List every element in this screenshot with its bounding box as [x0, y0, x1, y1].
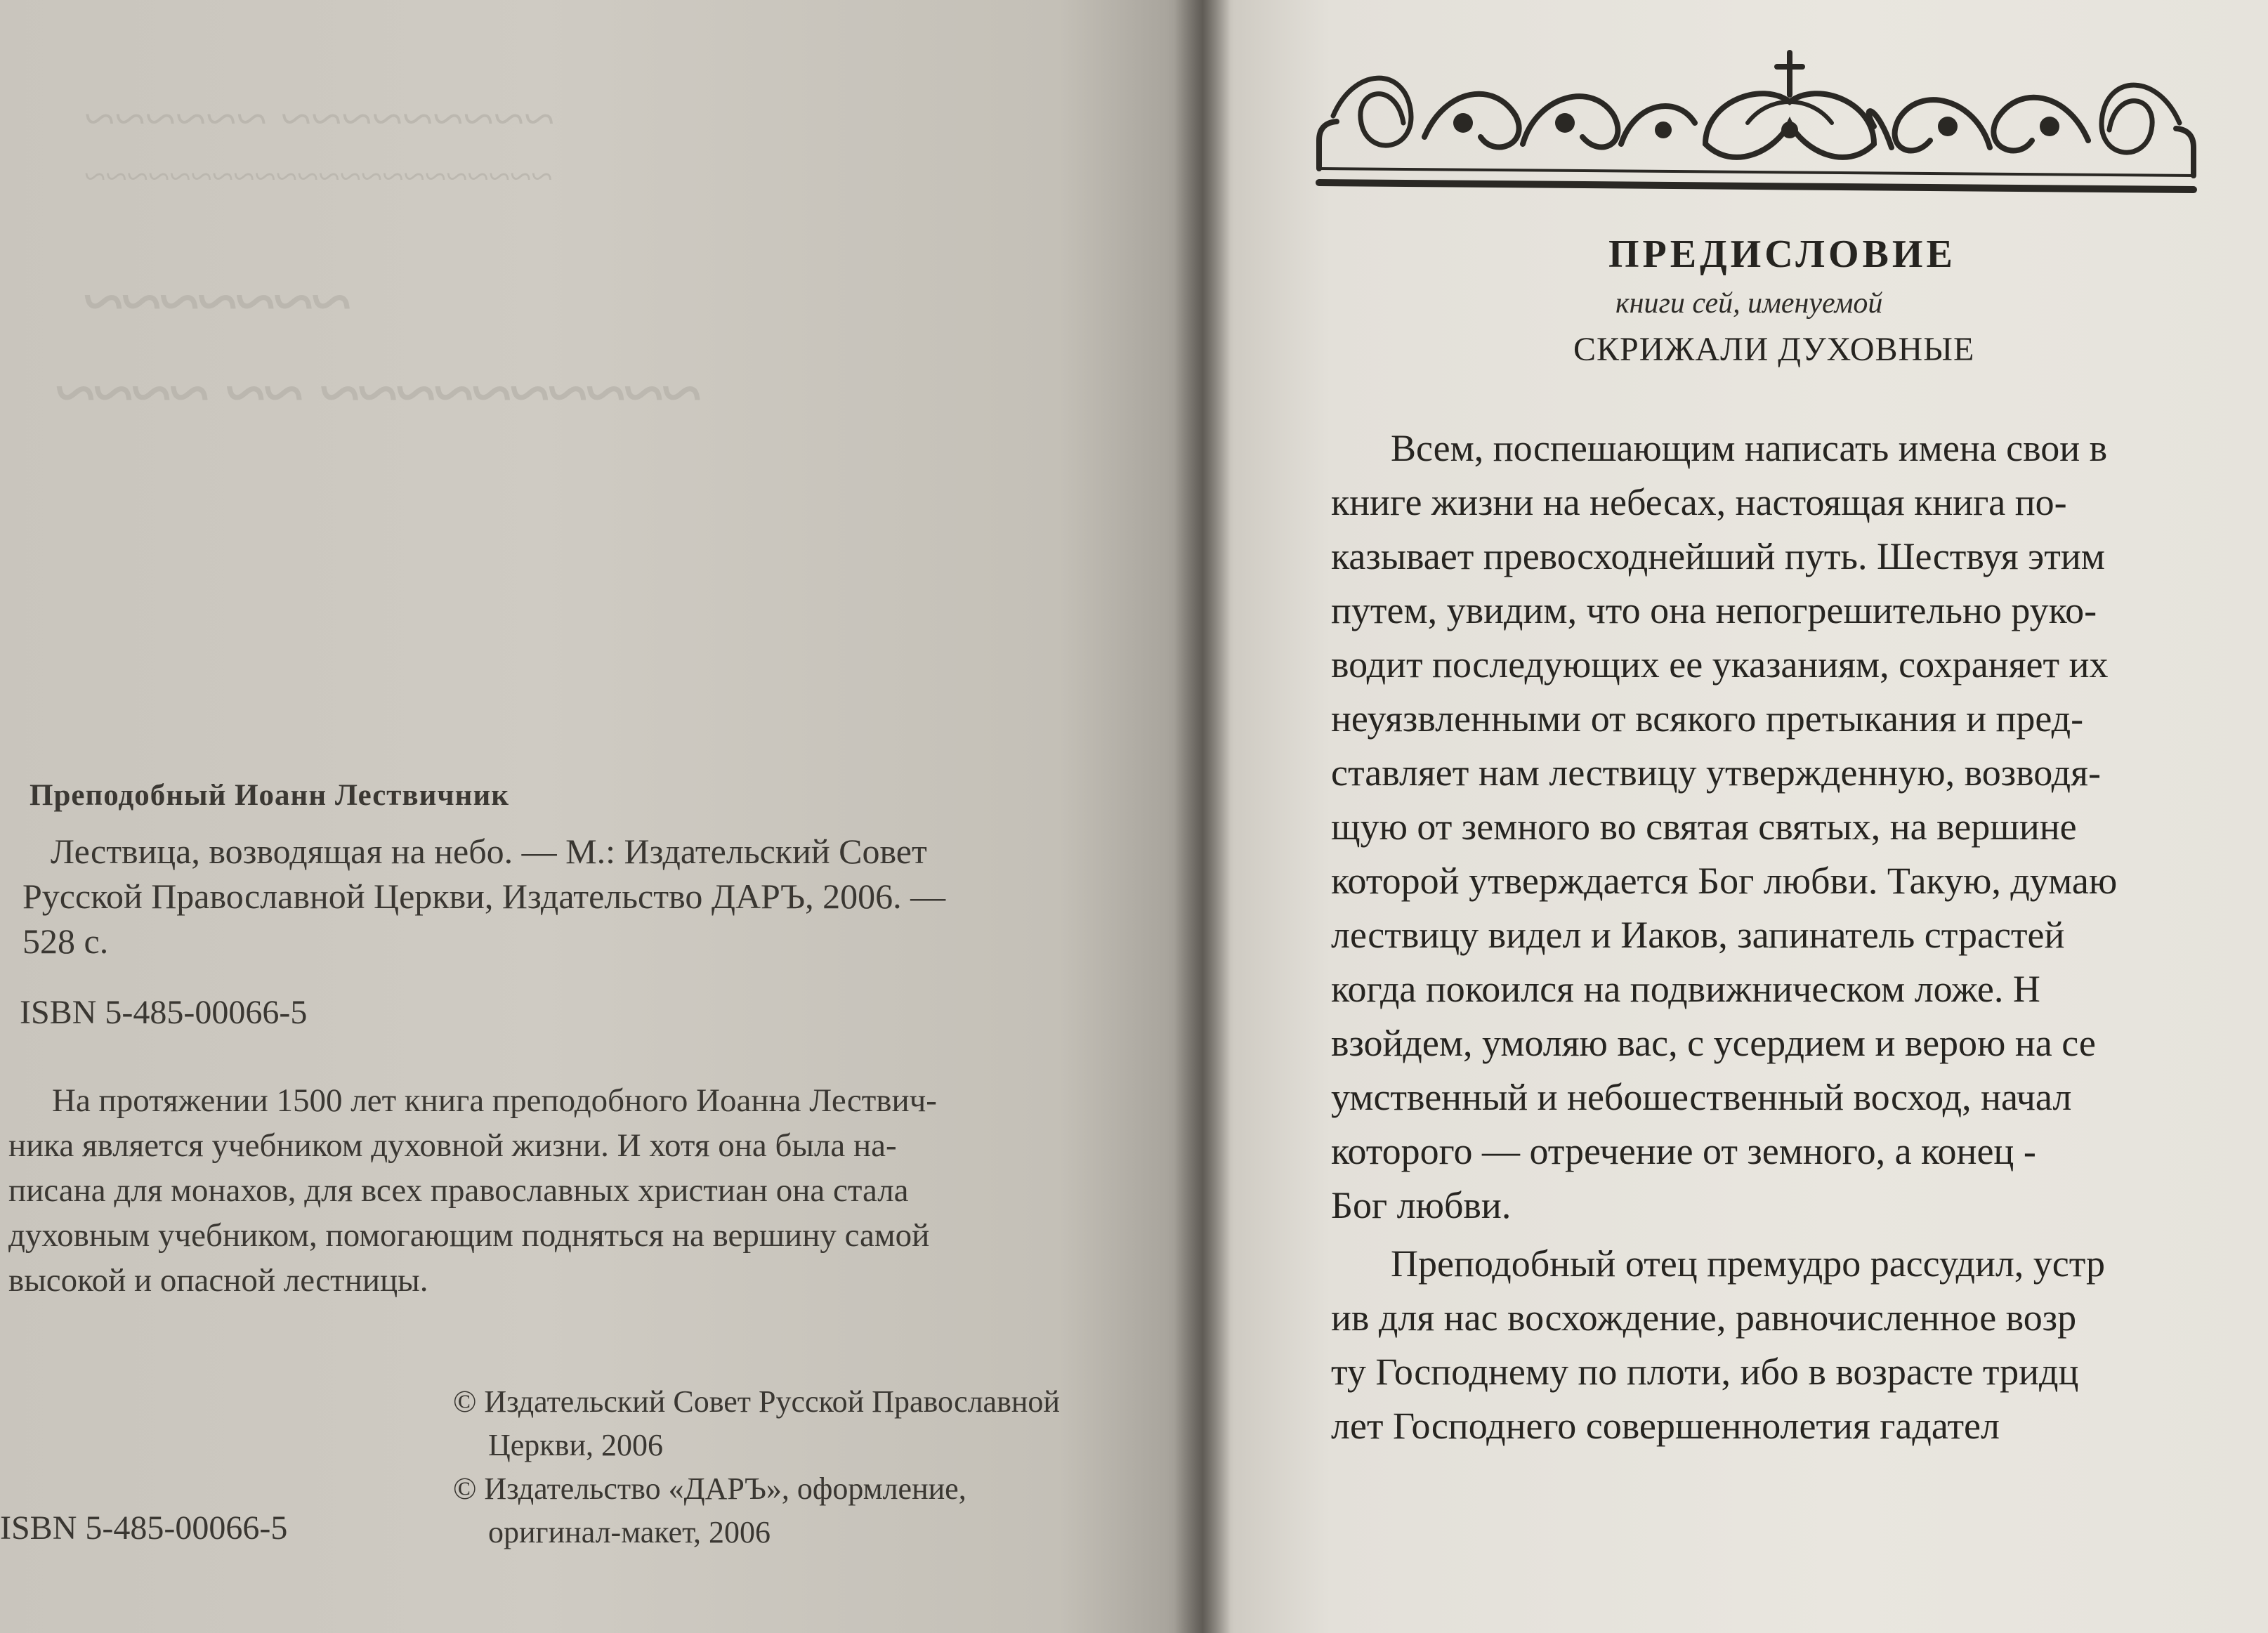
text-line: которого — отречение от земного, а конец -: [1331, 1130, 2036, 1172]
copyright-line: © Издательство «ДАРЪ», оформление,: [453, 1471, 966, 1506]
bibliographic-line: Лествица, возводящая на небо. — М.: Издательский Совет: [51, 832, 927, 871]
book-author: Преподобный Иоанн Лествичник: [30, 779, 509, 812]
text-line: которой утверждается Бог любви. Такую, думаю: [1331, 860, 2118, 902]
copyright-notice: [453, 1380, 1060, 1554]
decorative-headpiece-ornament: [1312, 39, 2201, 207]
text-line: Преподобный отец премудро рассудил, устр: [1391, 1242, 2106, 1285]
bibliographic-line: Русской Православной Церкви, Издательство ДАРЪ, 2006. —: [22, 877, 946, 916]
text-line: ту Господнему по плоти, ибо в возрасте тридц: [1331, 1351, 2079, 1393]
show-through-text: ~~~~~~~: [84, 261, 350, 342]
text-line: Всем, поспешающим написать имена свои в: [1391, 427, 2108, 469]
text-line: лествицу видел и Иаков, запинатель страстей: [1331, 914, 2065, 956]
show-through-text: ~~~~~~~~~~ ~~ ~~~~: [56, 353, 701, 433]
annotation-line: духовным учебником, помогающим подняться на вершину самой: [8, 1217, 930, 1254]
text-line: книге жизни на небесах, настоящая книга по-: [1331, 481, 2067, 523]
annotation-line: На протяжении 1500 лет книга преподобного Иоанна Лествич-: [52, 1082, 937, 1119]
book-title: СКРИЖАЛИ ДУХОВНЫЕ: [1573, 331, 1975, 368]
isbn: ISBN 5-485-00066-5: [20, 994, 308, 1031]
text-line: казывает превосходнейший путь. Шествуя этим: [1331, 535, 2105, 577]
copyright-line: оригинал-макет, 2006: [488, 1515, 771, 1549]
show-through-text: ~~~~~~~~~ ~~~~~~: [84, 88, 555, 150]
text-line: когда покоился на подвижническом ложе. Н: [1331, 968, 2040, 1010]
copyright-line: © Издательский Совет Русской Православной: [453, 1384, 1060, 1419]
text-line: водит последующих ее указаниям, сохраняет их: [1331, 643, 2109, 686]
chapter-heading: ПРЕДИСЛОВИЕ: [1608, 232, 1956, 276]
chapter-subheading: книги сей, именуемой: [1615, 287, 1883, 320]
text-line: неуязвленными от всякого претыкания и пред-: [1331, 697, 2084, 740]
text-line: умственный и небошественный восход, начал: [1331, 1076, 2072, 1118]
annotation-line: высокой и опасной лестницы.: [8, 1262, 428, 1299]
text-line: взойдем, умоляю вас, с усердием и верою на се: [1331, 1022, 2096, 1064]
gutter-shadow: [1174, 0, 1202, 1633]
annotation-line: ника является учебником духовной жизни. И хотя она была на-: [8, 1127, 897, 1164]
annotation: [8, 1078, 1160, 1303]
gutter-shadow: [1202, 0, 1231, 1633]
preface-text: [1331, 421, 2268, 1453]
bibliographic-line: 528 с.: [22, 922, 109, 961]
text-line: ив для нас восхождение, равночисленное возр: [1331, 1297, 2077, 1339]
text-line: щую от земного во святая святых, на вершине: [1331, 806, 2077, 848]
text-line: Бог любви.: [1331, 1184, 1512, 1226]
isbn: ISBN 5-485-00066-5: [0, 1509, 288, 1547]
copyright-line: Церкви, 2006: [488, 1428, 664, 1462]
bibliographic-record: [22, 829, 1153, 964]
text-line: лет Господнего совершеннолетия гадател: [1331, 1405, 2000, 1447]
show-through-text: ~~~~~~~~~~~~~~~~~~~~~~: [84, 155, 553, 199]
text-line: ставляет нам лествицу утвержденную, возводя-: [1331, 752, 2101, 794]
annotation-line: писана для монахов, для всех православных христиан она стала: [8, 1172, 909, 1209]
text-line: путем, увидим, что она непогрешительно руко-: [1331, 589, 2097, 631]
